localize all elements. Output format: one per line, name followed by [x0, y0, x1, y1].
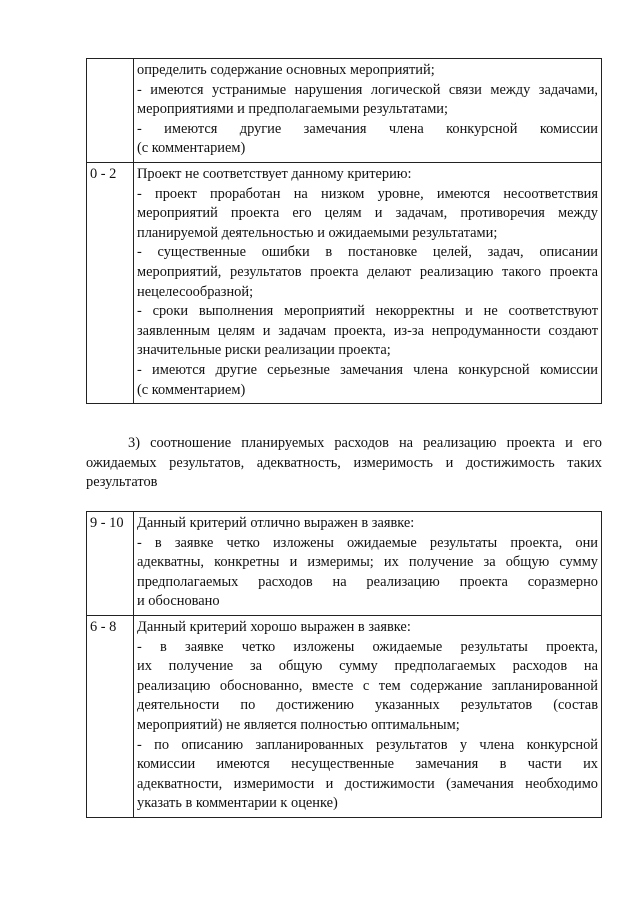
score-cell: 0 - 2 [87, 162, 134, 403]
text-line: мероприятиями и предполагаемыми результатами; [137, 101, 448, 118]
text-line: 3) соотношение планируемых расходов на реализацию проекта и его [128, 435, 602, 451]
text-line: - имеются другие замечания члена конкурсной комиссии [137, 120, 598, 137]
text-line: Данный критерий отлично выражен в заявке: [137, 515, 415, 531]
text-line: - в заявке четко изложены ожидаемые результаты проекта, они [137, 534, 598, 551]
text-line: заявленным целям и задачам проекта, из-за непродуманности создают [137, 322, 598, 339]
text-line: - сроки выполнения мероприятий некорректны и не соответствуют [137, 303, 598, 320]
score-cell: 9 - 10 [87, 512, 134, 616]
table-row [87, 162, 602, 403]
text-line: мероприятий проекта его целям и задачам, противоречия между [137, 205, 598, 222]
table-row [87, 59, 602, 163]
text-line: определить содержание основных мероприятий; [137, 62, 435, 78]
text-line: их получение за общую сумму предполагаемых расходов на [137, 658, 598, 675]
text-line: реализацию обоснованно, вместе с тем содержание запланированной [137, 677, 598, 694]
text-line: - по описанию запланированных результатов у члена конкурсной [137, 736, 598, 753]
text-line: деятельности по достижению указанных результатов (состав [137, 697, 598, 714]
description-cell [134, 59, 602, 163]
text-line: и обосновано [137, 593, 220, 610]
text-line: предполагаемых расходов на реализацию проекта соразмерно [137, 573, 598, 590]
text-line: Данный критерий хорошо выражен в заявке: [137, 618, 411, 635]
criteria-table [86, 511, 602, 818]
text-line: ожидаемых результатов, адекватность, измеримость и достижимость таких [86, 454, 602, 471]
description-cell [134, 615, 602, 817]
text-line: нецелесообразной; [137, 283, 254, 300]
score-cell [87, 59, 134, 163]
description-cell [134, 512, 602, 616]
text-line: Проект не соответствует данному критерию: [137, 165, 412, 182]
text-line: (с комментарием) [137, 381, 246, 398]
score-cell: 6 - 8 [87, 615, 134, 817]
text-line: - в заявке четко изложены ожидаемые результаты проекта, [137, 638, 598, 655]
text-line: (с комментарием) [137, 140, 246, 157]
text-line: планируемой деятельностью и ожидаемыми результатами; [137, 224, 498, 241]
text-line: мероприятий, результатов проекта делают реализацию такого проекта [137, 263, 598, 280]
text-line: мероприятий) не является полностью оптимальным; [137, 716, 460, 733]
text-line: - существенные ошибки в постановке целей, задач, описании [137, 244, 598, 261]
criteria-table-continued [86, 58, 602, 404]
section-heading-criterion-3 [86, 434, 602, 493]
description-cell [134, 162, 602, 403]
text-line: комиссии имеются несущественные замечания в части их [137, 756, 598, 773]
text-line: - имеются другие серьезные замечания члена конкурсной комиссии [137, 361, 598, 378]
text-line: - имеются устранимые нарушения логической связи между задачами, [137, 81, 598, 98]
text-line: - проект проработан на низком уровне, имеются несоответствия [137, 185, 598, 202]
text-line: результатов [86, 474, 158, 491]
text-line: значительные риски реализации проекта; [137, 342, 391, 359]
table-row [87, 512, 602, 616]
text-line: указать в комментарии к оценке) [137, 795, 338, 812]
table-row [87, 615, 602, 817]
text-line: адекватности, измеримости и достижимости (замечания необходимо [137, 775, 598, 792]
text-line: адекватны, конкретны и измеримы; их получение за общую сумму [137, 554, 598, 571]
